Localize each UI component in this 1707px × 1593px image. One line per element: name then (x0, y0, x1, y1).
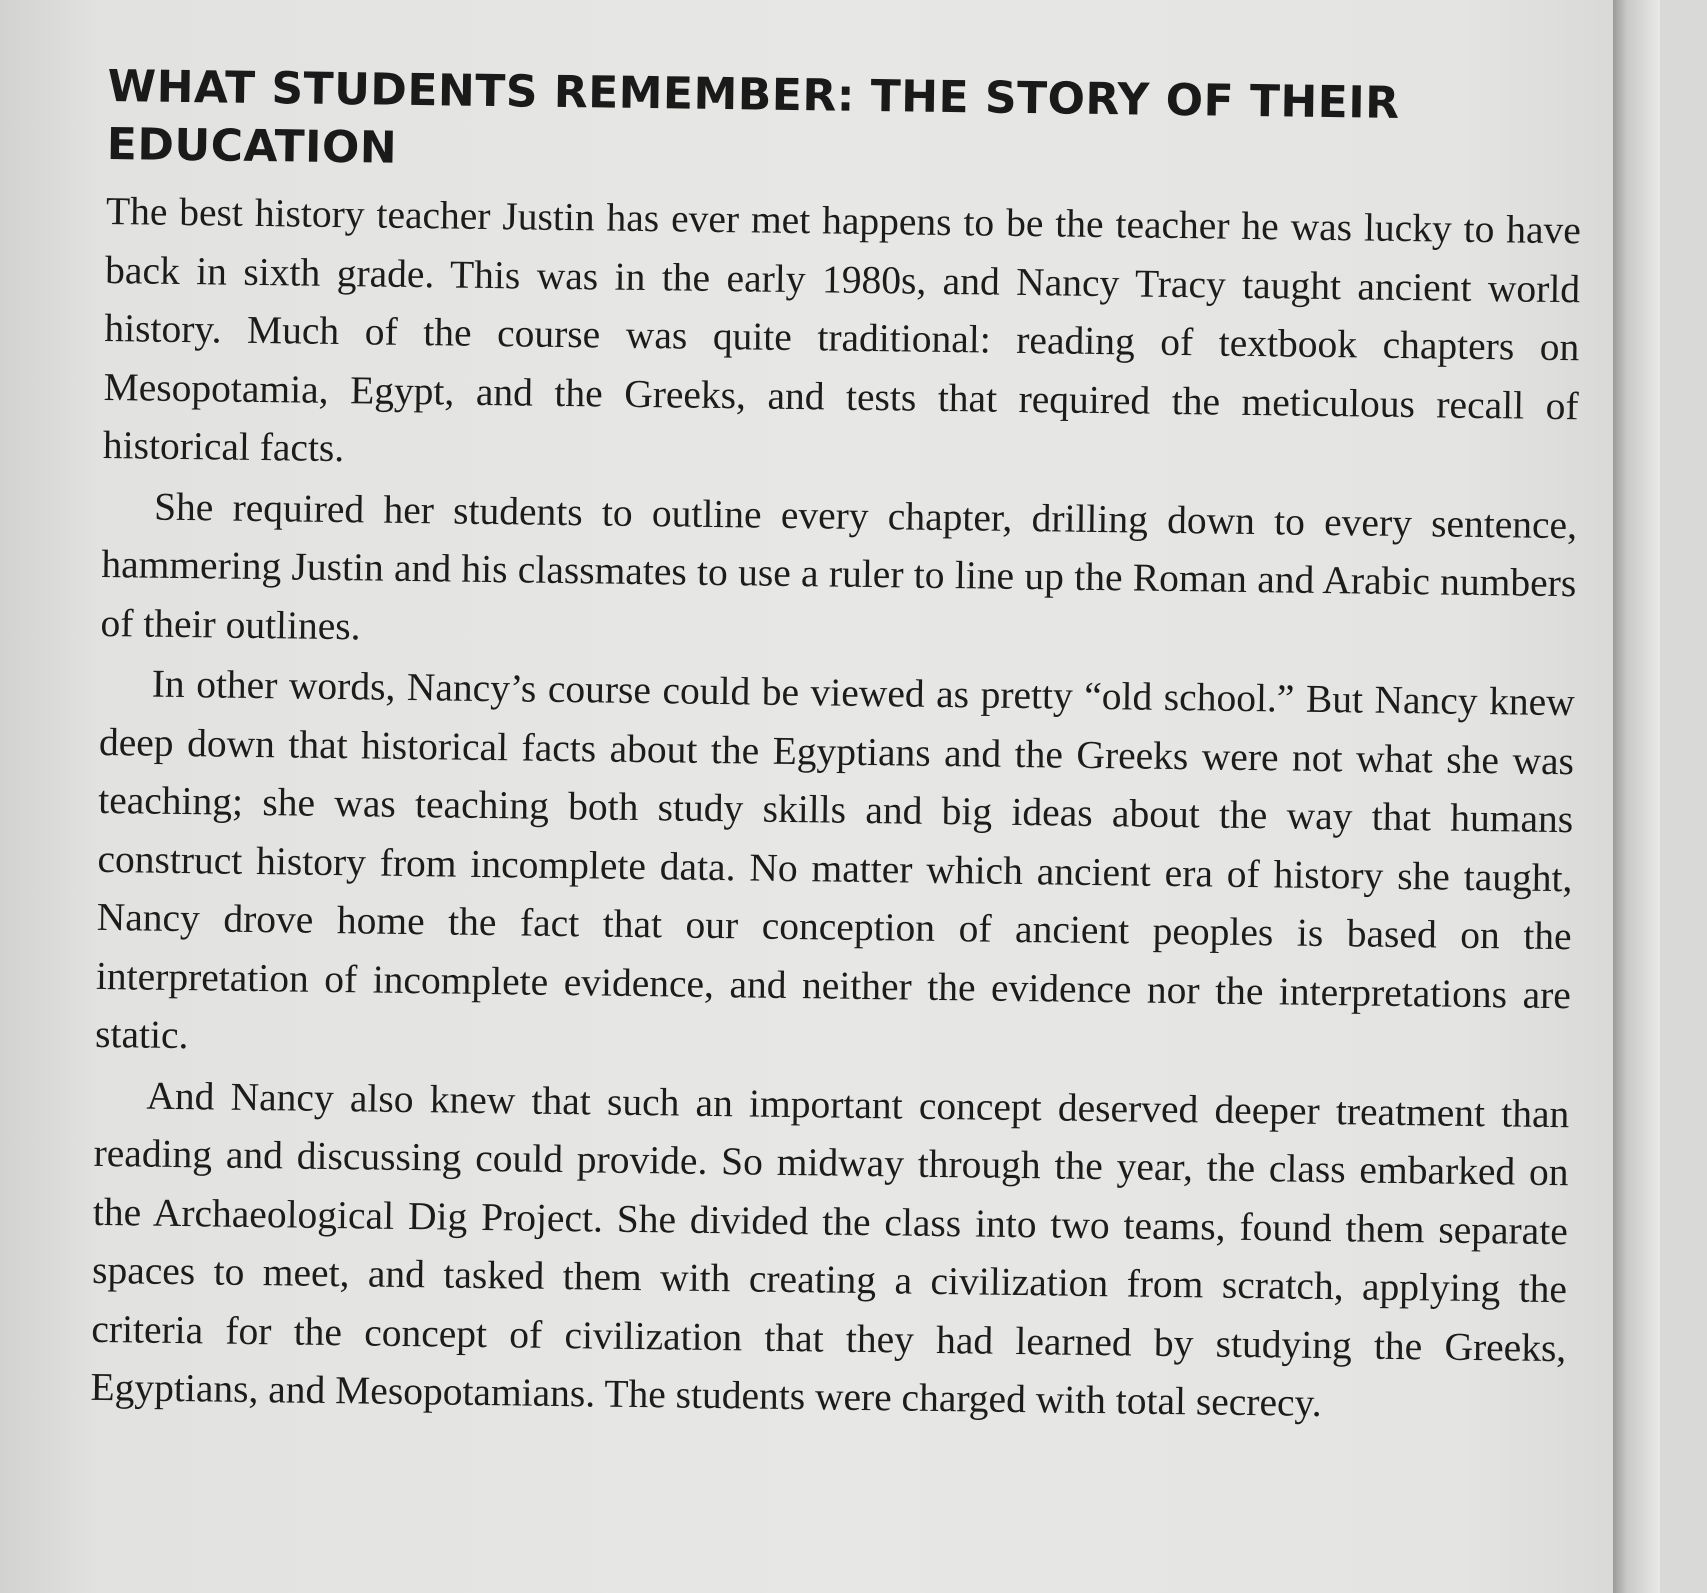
page-content (90, 58, 1608, 1436)
paragraph-2: She required her students to outline every chapter, drilling down to every sentence, hammering Justin and his classmates to use a ruler to line up the Roman and Arabic numbers of their outlines. (100, 484, 1578, 648)
paragraph-1: The best history teacher Justin has ever met happens to be the teacher he was lucky to have back in sixth grade. This was in the early 1980s, and Nancy Tracy taught ancient world history. Much of the course was quite traditional: reading of textbook chapters on Mesopotamia, Egypt, and the Greeks, and tests that required the meticulous recall of historical facts. (102, 188, 1582, 471)
paragraph-3: In other words, Nancy’s course could be viewed as pretty “old school.” But Nancy knew deep down that historical facts about the Egyptians and the Greeks were not what she was teaching; she was teaching both study skills and big ideas about the way that humans construct history from incomplete data. No matter which ancient era of history she taught, Nancy drove home the fact that our conception of ancient peoples is based on the interpretation of incomplete evidence, and neither the evidence nor the interpretations are static. (94, 661, 1575, 1058)
section-heading: WHAT STUDENTS REMEMBER: THE STORY OF THEIR EDUCATION (106, 60, 1400, 174)
page-edge-shadow (1613, 0, 1660, 1593)
paragraph-4: And Nancy also knew that such an important concept deserved deeper treatment than reading and discussing could provide. So midway through the year, the class embarked on the Archaeological Dig Project. She divided the class into two teams, found them separate spaces to meet, and tasked them with creating a civilization from scratch, applying the criteria for the concept of civilization that they had learned by studying the Greeks, Egyptians, and Mesopotamians. The students were charged with total secrecy. (90, 1073, 1570, 1425)
